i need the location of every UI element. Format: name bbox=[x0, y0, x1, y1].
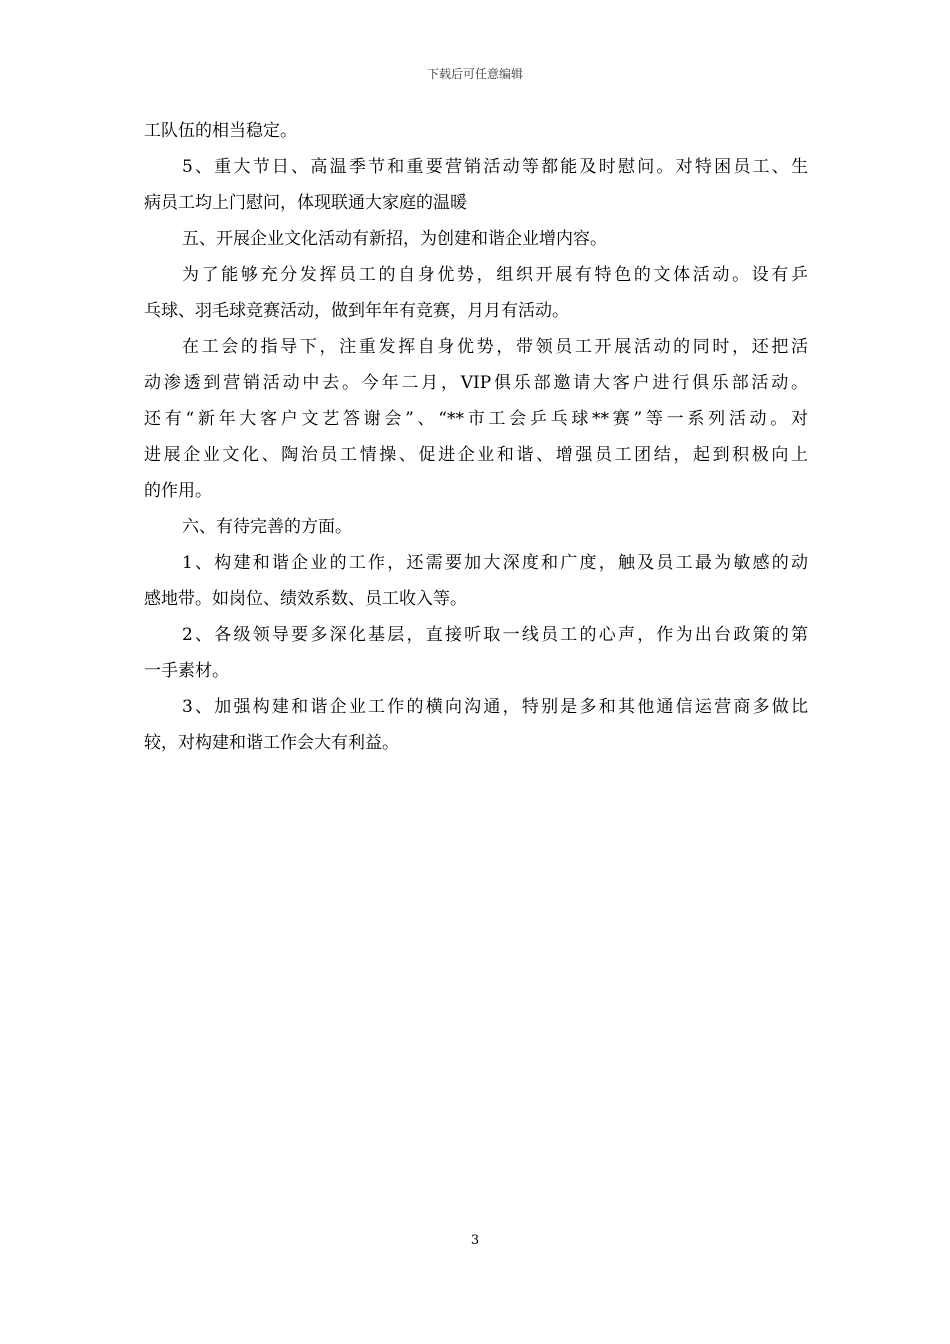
paragraph-line: 动渗透到营销活动中去。今年二月，VIP俱乐部邀请大客户进行俱乐部活动。 bbox=[144, 373, 808, 393]
section-heading: 五、开展企业文化活动有新招，为创建和谐企业增内容。 bbox=[182, 229, 607, 249]
paragraph-line: 2、各级领导要多深化基层，直接听取一线员工的心声，作为出台政策的第 bbox=[182, 625, 808, 645]
paragraph-line: 进展企业文化、陶治员工情操、促进企业和谐、增强员工团结，起到积极向上 bbox=[144, 445, 808, 465]
paragraph-line: 1、构建和谐企业的工作，还需要加大深度和广度，触及员工最为敏感的动 bbox=[182, 553, 808, 573]
paragraph-line: 为了能够充分发挥员工的自身优势，组织开展有特色的文体活动。设有乒 bbox=[182, 265, 808, 285]
paragraph-line: 的作用。 bbox=[144, 481, 212, 501]
page-header: 下载后可任意编辑 bbox=[426, 67, 523, 81]
section-heading: 六、有待完善的方面。 bbox=[182, 517, 352, 537]
paragraph-line: 还有“新年大客户文艺答谢会”、“**市工会乒乓球**赛”等一系列活动。对 bbox=[144, 409, 808, 429]
paragraph-line: 感地带。如岗位、绩效系数、员工收入等。 bbox=[144, 589, 467, 609]
paragraph-line: 5、重大节日、高温季节和重要营销活动等都能及时慰问。对特困员工、生 bbox=[182, 157, 808, 177]
paragraph-line: 3、加强构建和谐企业工作的横向沟通，特别是多和其他通信运营商多做比 bbox=[182, 697, 808, 717]
page-number: 3 bbox=[470, 1233, 480, 1248]
paragraph-line: 乓球、羽毛球竞赛活动，做到年年有竞赛，月月有活动。 bbox=[144, 301, 569, 321]
paragraph-line: 较，对构建和谐工作会大有利益。 bbox=[144, 733, 399, 753]
paragraph-line: 在工会的指导下，注重发挥自身优势，带领员工开展活动的同时，还把活 bbox=[182, 337, 808, 357]
document-body bbox=[144, 120, 808, 768]
paragraph-line: 一手素材。 bbox=[144, 661, 229, 681]
paragraph-line: 工队伍的相当稳定。 bbox=[144, 121, 297, 141]
paragraph-line: 病员工均上门慰问，体现联通大家庭的温暖 bbox=[144, 193, 467, 213]
